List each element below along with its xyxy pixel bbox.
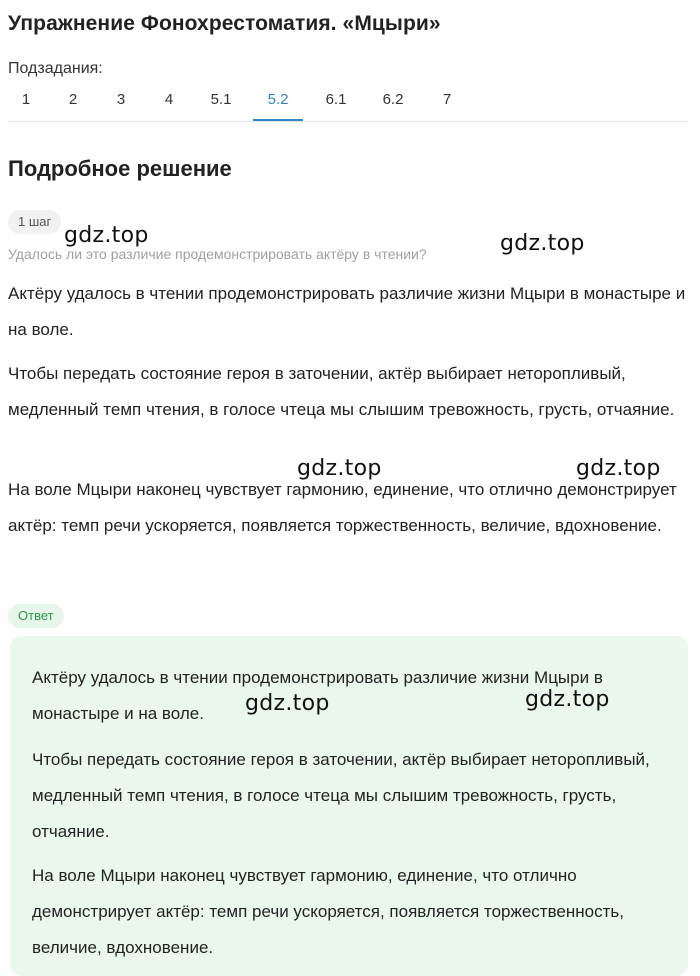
question-text: Удалось ли это различие продемонстрировать актёру в чтении? <box>8 246 427 262</box>
solution-paragraph-2: Чтобы передать состояние героя в заточении, актёр выбирает неторопливый, медленный темп чтения, в голосе чтеца мы слышим тревожность, грусть, отчаяние. <box>8 364 675 419</box>
solution-heading: Подробное решение <box>8 156 232 181</box>
tab-6-1[interactable]: 6.1 <box>325 91 347 108</box>
page-title: Упражнение Фонохрестоматия. «Мцыри» <box>8 12 441 35</box>
answer-paragraph-2: Чтобы передать состояние героя в заточении, актёр выбирает неторопливый, медленный темп чтения, в голосе чтеца мы слышим тревожность, грусть, отчаяние. <box>32 750 650 841</box>
tab-7[interactable]: 7 <box>442 91 452 108</box>
watermark: gdz.top <box>576 456 661 481</box>
tab-3[interactable]: 3 <box>116 91 126 108</box>
tab-4[interactable]: 4 <box>164 91 174 108</box>
subtask-tabs <box>8 84 688 122</box>
tab-1[interactable]: 1 <box>21 91 31 108</box>
watermark: gdz.top <box>64 223 149 248</box>
step-badge: 1 шаг <box>8 210 61 234</box>
watermark: gdz.top <box>500 231 585 256</box>
tab-5-1[interactable]: 5.1 <box>210 91 232 108</box>
watermark: gdz.top <box>525 687 610 712</box>
watermark: gdz.top <box>297 456 382 481</box>
answer-badge: Ответ <box>8 604 64 628</box>
tab-6-2[interactable]: 6.2 <box>382 91 404 108</box>
tab-2[interactable]: 2 <box>68 91 78 108</box>
solution-paragraph-1: Актёру удалось в чтении продемонстрировать различие жизни Мцыри в монастыре и на воле. <box>8 284 686 339</box>
subtasks-label: Подзадания: <box>8 60 103 77</box>
answer-paragraph-3: На воле Мцыри наконец чувствует гармонию, единение, что отлично демонстрирует актёр: темп речи ускоряется, появляется торжественность, величие, вдохновение. <box>32 866 624 957</box>
watermark: gdz.top <box>245 691 330 716</box>
answer-paragraph-1: Актёру удалось в чтении продемонстрировать различие жизни Мцыри в монастыре и на воле. <box>32 668 603 723</box>
solution-paragraph-3: На воле Мцыри наконец чувствует гармонию, единение, что отлично демонстрирует актёр: темп речи ускоряется, появляется торжественность, величие, вдохновение. <box>8 480 677 535</box>
tab-5-2[interactable]: 5.2 <box>253 84 303 121</box>
